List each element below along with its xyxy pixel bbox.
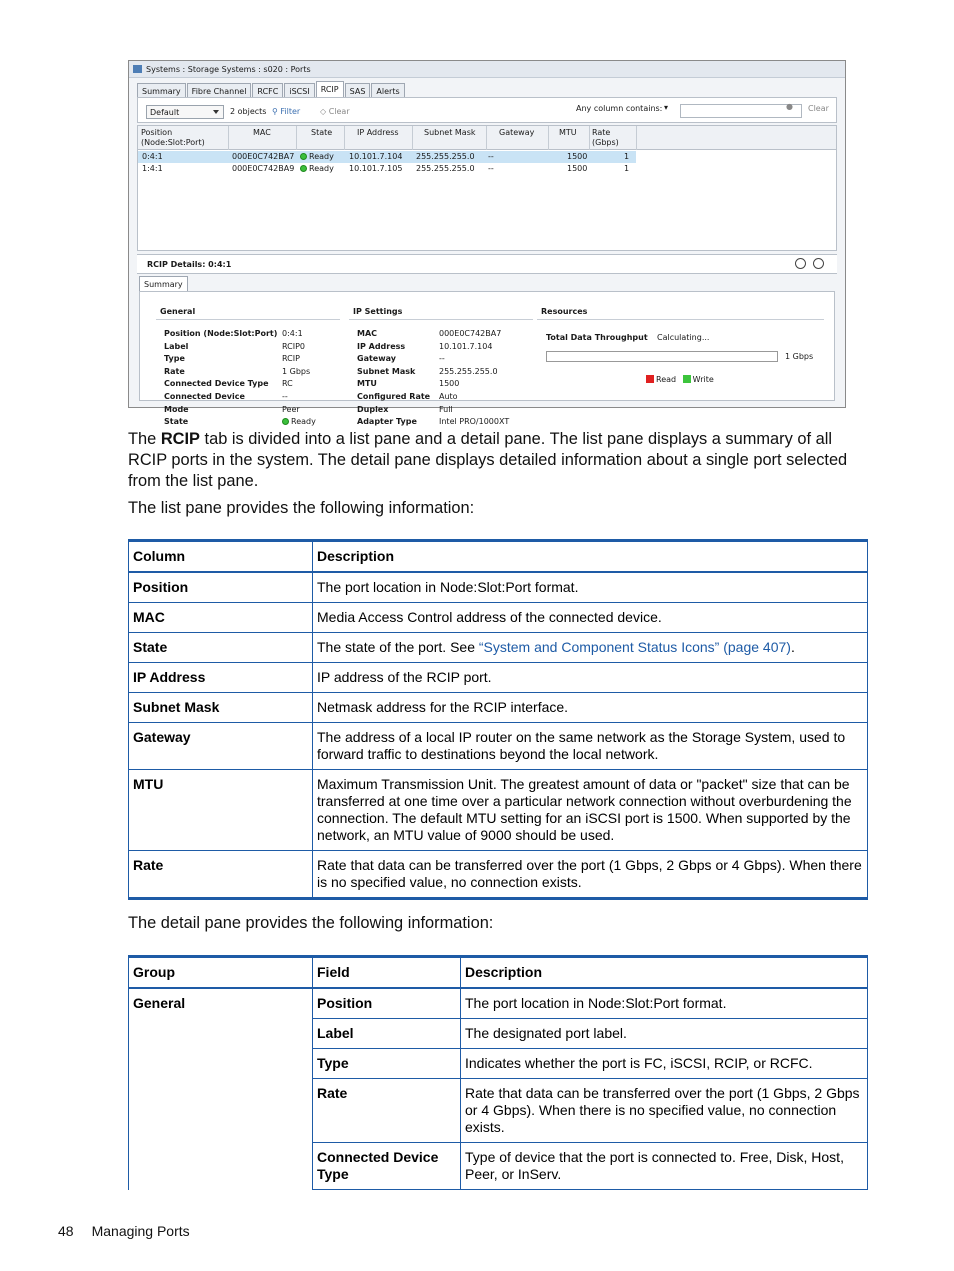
detail-header: RCIP Details: 0:4:1	[137, 254, 837, 274]
eraser-icon: ◇	[320, 107, 327, 116]
section-title: Managing Ports	[91, 1223, 190, 1239]
search-label: Any column contains:	[576, 104, 663, 113]
col-rate[interactable]: Rate (Gbps)	[592, 128, 619, 147]
list-pane-intro: The list pane provides the following information:	[128, 499, 475, 517]
resources-title: Resources	[541, 307, 588, 316]
table-row: MAC Media Access Control address of the connected device.	[129, 603, 868, 633]
col-subnet-mask[interactable]: Subnet Mask	[424, 128, 476, 137]
ip-settings-title: IP Settings	[353, 307, 403, 316]
col-position[interactable]: Position (Node:Slot:Port)	[141, 128, 205, 147]
chevron-down-icon	[213, 110, 219, 114]
grid-header	[138, 126, 836, 150]
col-gateway[interactable]: Gateway	[499, 128, 535, 137]
table-row: Label The designated port label.	[129, 1019, 868, 1049]
group-general: General	[129, 988, 313, 1190]
throughput-value: Calculating...	[657, 333, 710, 342]
tab-sas[interactable]: SAS	[345, 83, 371, 97]
tab-rcfc[interactable]: RCFC	[252, 83, 283, 97]
list-pane-table	[128, 539, 868, 900]
rcip-screenshot	[128, 60, 846, 427]
col-state[interactable]: State	[311, 128, 333, 137]
table-row: Rate Rate that data can be transferred over the port (1 Gbps, 2 Gbps or 4 Gbps). When there is no specified value, no connection exists.	[129, 1079, 868, 1143]
col-ip-address[interactable]: IP Address	[357, 128, 399, 137]
search-input[interactable]	[680, 104, 802, 118]
bar-max-label: 1 Gbps	[785, 352, 814, 361]
table-row: Rate Rate that data can be transferred over the port (1 Gbps, 2 Gbps or 4 Gbps). When there is no specified value, no connection exists.	[129, 851, 868, 899]
table-row: MTU Maximum Transmission Unit. The greatest amount of data or "packet" size that can be transferred at one time over a particular network connection without overburdening the connection. The default MTU setting for an iSCSI port is 1500. When supported by the network, an MTU value of 9000 should be used.	[129, 770, 868, 851]
table-row: General Position The port location in Node:Slot:Port format.	[129, 988, 868, 1019]
intro-paragraph: The RCIP tab is divided into a list pane and a detail pane. The list pane displays a summary of all RCIP ports in the system. The detail pane displays detailed information about a single port selected from the list pane.	[128, 430, 848, 490]
breadcrumb: Systems : Storage Systems : s020 : Ports	[129, 61, 845, 78]
table-row[interactable]: 0:4:1 000E0C742BA7 Ready 10.101.7.104 255.255.255.0 -- 1500 1	[138, 151, 636, 163]
page-footer	[58, 1223, 208, 1239]
ready-status-icon	[282, 418, 289, 425]
filter-icon: ⚲	[272, 107, 278, 116]
detail-pane	[139, 291, 835, 427]
write-legend-swatch	[683, 375, 691, 383]
general-title: General	[160, 307, 196, 316]
filter-button[interactable]: ⚲ Filter	[272, 107, 301, 116]
ready-status-icon	[300, 165, 307, 172]
table-row: IP Address IP address of the RCIP port.	[129, 663, 868, 693]
table-row: Subnet Mask Netmask address for the RCIP interface.	[129, 693, 868, 723]
storage-icon	[133, 65, 142, 73]
table-row[interactable]: 1:4:1 000E0C742BA9 Ready 10.101.7.105 255.255.255.0 -- 1500 1	[142, 164, 630, 173]
ready-status-icon	[300, 153, 307, 160]
dropdown-arrow-icon[interactable]: ▾	[664, 103, 669, 112]
legend: Read Write	[646, 374, 714, 387]
collapse-icon[interactable]	[795, 258, 806, 269]
page-number: 48	[58, 1223, 74, 1239]
col-mtu[interactable]: MTU	[559, 128, 577, 137]
clear-filter-button[interactable]: ◇ Clear	[320, 107, 350, 116]
general-labels: Position (Node:Slot:Port) Label Type Rate Connected Device Type Connected Device Mode State	[164, 329, 278, 427]
tab-rcip[interactable]: RCIP	[316, 81, 344, 97]
tab-alerts[interactable]: Alerts	[371, 83, 404, 97]
ip-labels: MAC IP Address Gateway Subnet Mask MTU Configured Rate Duplex Adapter Type	[357, 329, 431, 427]
tab-iscsi[interactable]: iSCSI	[284, 83, 314, 97]
tab-fibre-channel[interactable]: Fibre Channel	[187, 83, 252, 97]
status-icons-link[interactable]: “System and Component Status Icons” (page 407)	[478, 639, 791, 655]
port-tabs	[137, 81, 406, 97]
ports-grid	[137, 125, 837, 251]
throughput-bar	[546, 351, 778, 362]
tab-detail-summary[interactable]: Summary	[139, 276, 188, 291]
ip-values: 000E0C742BA7 10.101.7.104 -- 255.255.255.0 1500 Auto Full Intel PRO/1000XT	[439, 329, 510, 427]
view-select[interactable]: Default	[146, 105, 224, 119]
bell-icon: ●	[786, 102, 793, 111]
tab-summary[interactable]: Summary	[137, 83, 186, 97]
table-header-row: Group Field Description	[129, 957, 868, 989]
table-row: State The state of the port. See “System and Component Status Icons” (page 407).	[129, 633, 868, 663]
search-clear-button[interactable]: Clear	[808, 104, 829, 113]
table-row: Connected Device Type Type of device that the port is connected to. Free, Disk, Host, Peer, or InServ.	[129, 1143, 868, 1190]
list-toolbar	[137, 97, 837, 123]
table-row: Position The port location in Node:Slot:Port format.	[129, 572, 868, 603]
detail-pane-table	[128, 955, 868, 1190]
table-header-row: Column Description	[129, 541, 868, 573]
col-mac[interactable]: MAC	[253, 128, 271, 137]
table-row: Type Indicates whether the port is FC, iSCSI, RCIP, or RCFC.	[129, 1049, 868, 1079]
detail-pane-intro: The detail pane provides the following information:	[128, 914, 494, 932]
read-legend-swatch	[646, 375, 654, 383]
table-row: Gateway The address of a local IP router on the same network as the Storage System, used to forward traffic to destinations beyond the local network.	[129, 723, 868, 770]
general-values: 0:4:1 RCIP0 RCIP 1 Gbps RC -- Peer Ready	[282, 329, 316, 427]
expand-icon[interactable]	[813, 258, 824, 269]
throughput-label: Total Data Throughput	[546, 333, 648, 342]
object-count: 2 objects	[230, 107, 267, 116]
